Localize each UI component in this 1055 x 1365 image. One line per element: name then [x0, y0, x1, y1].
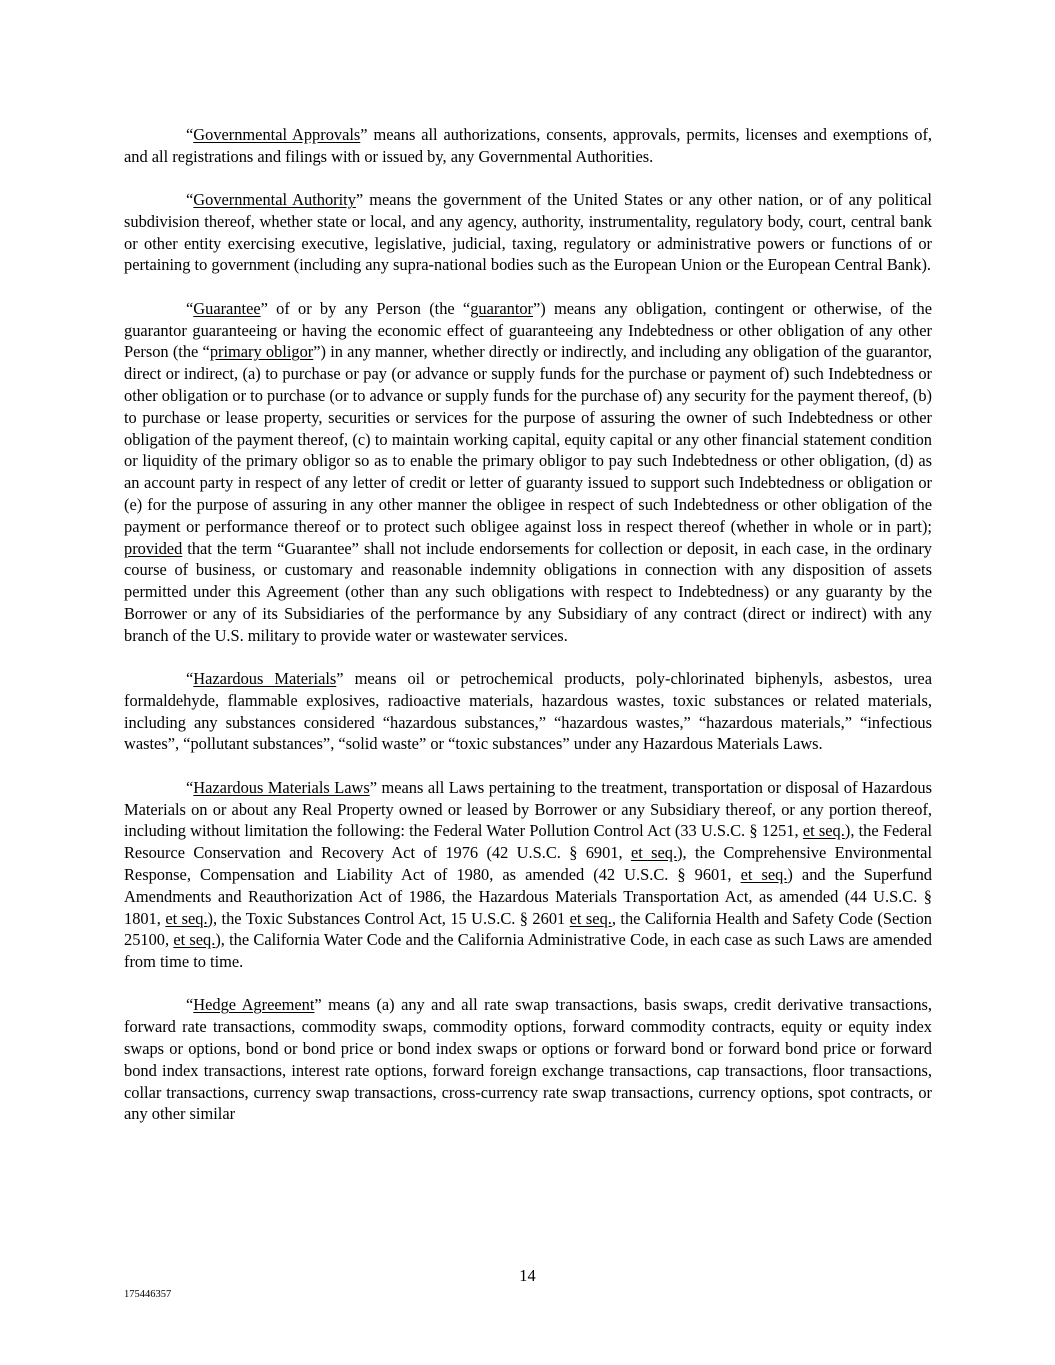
text-segment: ), the Toxic Substances Control Act, 15 U.S.C. § 2601: [207, 908, 570, 928]
definition-hedge-agreement: [124, 994, 932, 1125]
text-segment: that the term “Guarantee” shall not include endorsements for collection or deposit, in each case, in the ordinary course of business, or customary and reasonable indemnity obligations in connection with any disposition of assets permitted under this Agreement (other than any such obligations with respect to Indebtedness) or any guaranty by the Borrower or any of its Subsidiaries of the performance by any Subsidiary of any contract (direct or indirect) with any branch of the U.S. military to provide water or wastewater services.: [124, 538, 932, 645]
definition-guarantee: [124, 298, 932, 647]
text-segment: ”) in any manner, whether directly or indirectly, and including any obligation of the guarantor, direct or indirect, (a) to purchase or pay (or advance or supply funds for the purchase or payment of) such Indebtedness or other obligation or to purchase (or to advance or supply funds for the purchase of) any security for the payment thereof, (b) to purchase or lease property, securities or services for the purpose of assuring the owner of such Indebtedness or other obligation of the payment thereof, (c) to maintain working capital, equity capital or any other financial statement condition or liquidity of the primary obligor so as to enable the primary obligor to pay such Indebtedness or other obligation, (d) as an account party in respect of any letter of credit or letter of guaranty issued to support such Indebtedness or obligation or (e) for the purpose of assuring in any other manner the obligee in respect of such Indebtedness or other obligation of the payment or performance thereof or to protect such obligee against loss in respect thereof (whether in whole or in part);: [124, 342, 932, 536]
text-segment: “: [186, 125, 194, 144]
text-segment: “: [186, 777, 194, 797]
text-segment: ) and the Superfund Amendments and Reauthorization Act of 1986, the Hazardous Materials Transportation Act, as amended (44 U.S.C. § 1801,: [124, 864, 932, 928]
definition-hazardous-materials-laws: [124, 777, 932, 973]
citation-et-seq: et seq.: [740, 864, 788, 884]
text-segment: ” means the government of the United States or any other nation, or of any political subdivision thereof, whether state or local, and any agency, authority, instrumentality, regulatory body, court, central bank or other entity exercising executive, legislative, judicial, taxing, regulatory or administrative powers or functions of or pertaining to government (including any supra-national bodies such as the European Union or the European Central Bank).: [124, 190, 932, 275]
defined-term: Hazardous Materials: [193, 669, 337, 689]
text-segment: ” of or by any Person (the “: [260, 298, 471, 318]
definition-governmental-authority: [124, 189, 932, 276]
text-segment: , the California Health and Safety Code (Section 25100,: [124, 908, 932, 950]
text-segment: ), the Comprehensive Environmental Response, Compensation and Liability Act of 1980, as amended (42 U.S.C. § 9601,: [124, 843, 932, 884]
text-segment: “: [186, 995, 194, 1015]
text-segment: “: [186, 669, 194, 689]
defined-term: Guarantee: [193, 298, 261, 318]
document-id: 175446357: [124, 1289, 172, 1300]
underlined-term: provided: [124, 538, 183, 558]
page-number: 14: [519, 1266, 536, 1285]
defined-term: Hedge Agreement: [193, 995, 315, 1015]
text-segment: ” means all Laws pertaining to the treatment, transportation or disposal of Hazardous Materials on or about any Real Property owned or leased by Borrower or any Subsidiary thereof, or any portion thereof, including without limitation the following: the Federal Water Pollution Control Act (33 U.S.C. § 1251,: [124, 777, 932, 841]
text-segment: ), the California Water Code and the California Administrative Code, in each case as such Laws are amended from time to time.: [124, 930, 933, 972]
defined-term: Hazardous Materials Laws: [193, 777, 370, 797]
citation-et-seq: et seq.: [173, 930, 216, 950]
text-segment: “: [186, 298, 194, 318]
defined-term: Governmental Authority: [193, 190, 356, 210]
citation-et-seq: et seq.: [630, 843, 678, 863]
text-segment: “: [186, 190, 194, 210]
document-body: [124, 124, 932, 1147]
text-segment: ” means (a) any and all rate swap transactions, basis swaps, credit derivative transactions, forward rate transactions, commodity swaps, commodity options, forward commodity contracts, equity or equity index swaps or options, bond or bond price or bond index swaps or options or forward bond or forward bond price or forward bond index transactions, interest rate options, forward foreign exchange transactions, cap transactions, floor transactions, collar transactions, currency swap transactions, cross-currency rate swap transactions, currency options, spot contracts, or any other similar: [124, 995, 932, 1124]
defined-term: guarantor: [470, 298, 534, 318]
citation-et-seq: et seq.: [569, 908, 612, 928]
definition-governmental-approvals: [124, 124, 932, 168]
definition-hazardous-materials: [124, 668, 932, 755]
citation-et-seq: et seq.: [802, 821, 845, 841]
defined-term: Governmental Approvals: [193, 125, 361, 144]
text-segment: ), the Federal Resource Conservation and Recovery Act of 1976 (42 U.S.C. § 6901,: [124, 821, 933, 863]
text-segment: ” means all authorizations, consents, approvals, permits, licenses and exemptions of, and all registrations and filings with or issued by, any Governmental Authorities.: [124, 125, 933, 166]
defined-term: primary obligor: [209, 342, 314, 362]
citation-et-seq: et seq.: [165, 908, 208, 928]
text-segment: ”) means any obligation, contingent or otherwise, of the guarantor guaranteeing or having the economic effect of guaranteeing any Indebtedness or other obligation of any other Person (the “: [124, 298, 932, 362]
text-segment: ” means oil or petrochemical products, poly-chlorinated biphenyls, asbestos, urea formaldehyde, flammable explosives, radioactive materials, hazardous wastes, toxic substances or related materials, including any substances considered “hazardous substances,” “hazardous wastes,” “hazardous materials,” “infectious wastes”, “pollutant substances”, “solid waste” or “toxic substances” under any Hazardous Materials Laws.: [124, 669, 932, 754]
